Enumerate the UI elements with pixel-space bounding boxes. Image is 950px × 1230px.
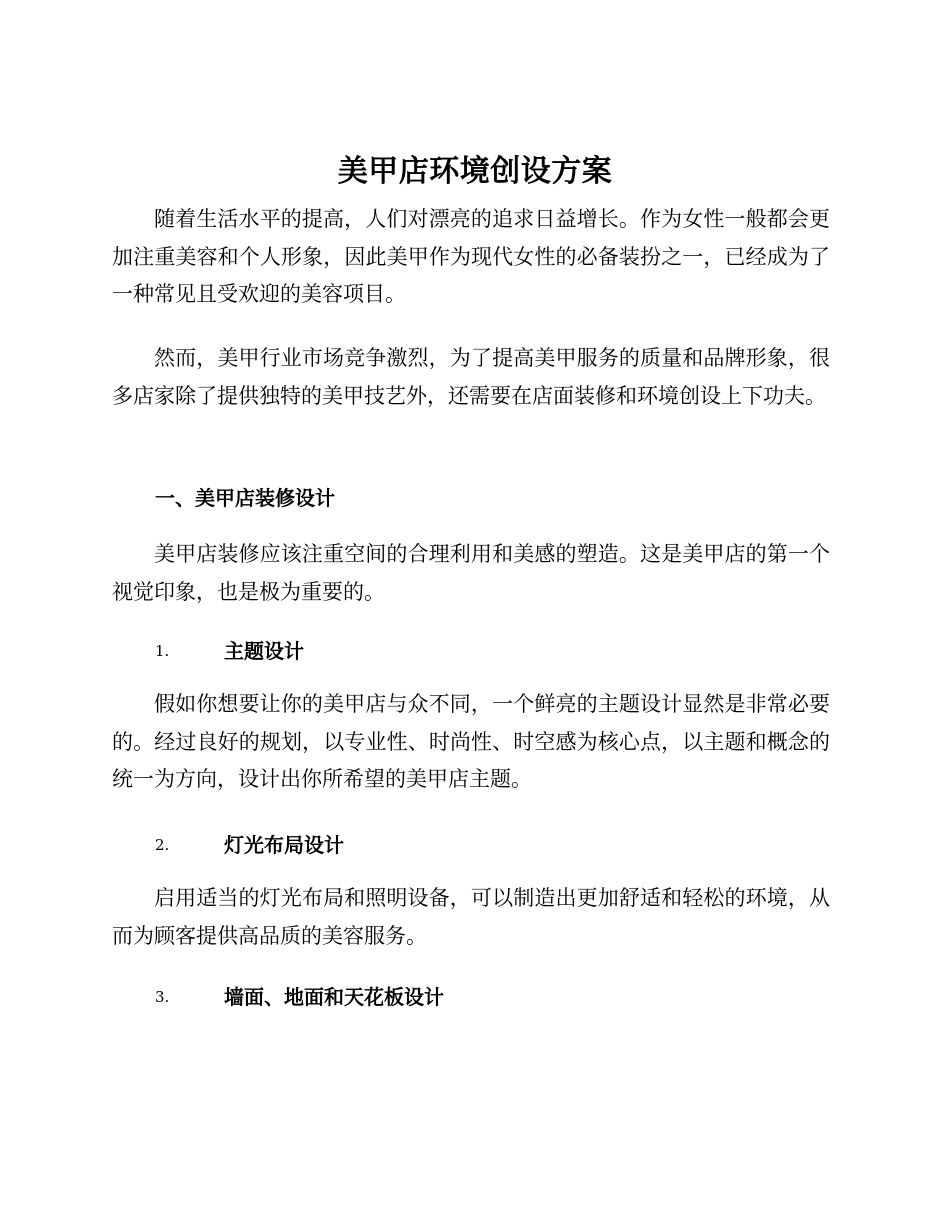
- item-title: 墙面、地面和天花板设计: [224, 985, 444, 1009]
- intro-paragraph-1: 随着生活水平的提高，人们对漂亮的追求日益增长。作为女性一般都会更加注重美容和个人形象，因此美甲作为现代女性的必备装扮之一，已经成为了一种常见且受欢迎的美容项目。: [112, 207, 830, 306]
- item-paragraph-1: 假如你想要让你的美甲店与众不同，一个鲜亮的主题设计显然是非常必要的。经过良好的规划，以专业性、时尚性、时空感为核心点，以主题和概念的统一为方向，设计出你所希望的美甲店主题。: [112, 692, 830, 791]
- item-paragraph-2: 启用适当的灯光布局和照明设备，可以制造出更加舒适和轻松的环境，从而为顾客提供高品质的美容服务。: [112, 886, 830, 948]
- item-number: 2.: [155, 836, 170, 854]
- section-paragraph: 美甲店装修应该注重空间的合理利用和美感的塑造。这是美甲店的第一个视觉印象，也是极为重要的。: [112, 542, 830, 604]
- item-title: 主题设计: [224, 639, 304, 663]
- document-title: 美甲店环境创设方案: [337, 154, 613, 189]
- item-number: 3.: [155, 988, 170, 1006]
- section-heading: 一、美甲店装修设计: [155, 486, 335, 510]
- item-title: 灯光布局设计: [224, 833, 344, 857]
- intro-paragraph-2: 然而，美甲行业市场竞争激烈，为了提高美甲服务的质量和品牌形象，很多店家除了提供独特的美甲技艺外，还需要在店面装修和环境创设上下功夫。: [112, 346, 830, 408]
- item-number: 1.: [155, 642, 170, 660]
